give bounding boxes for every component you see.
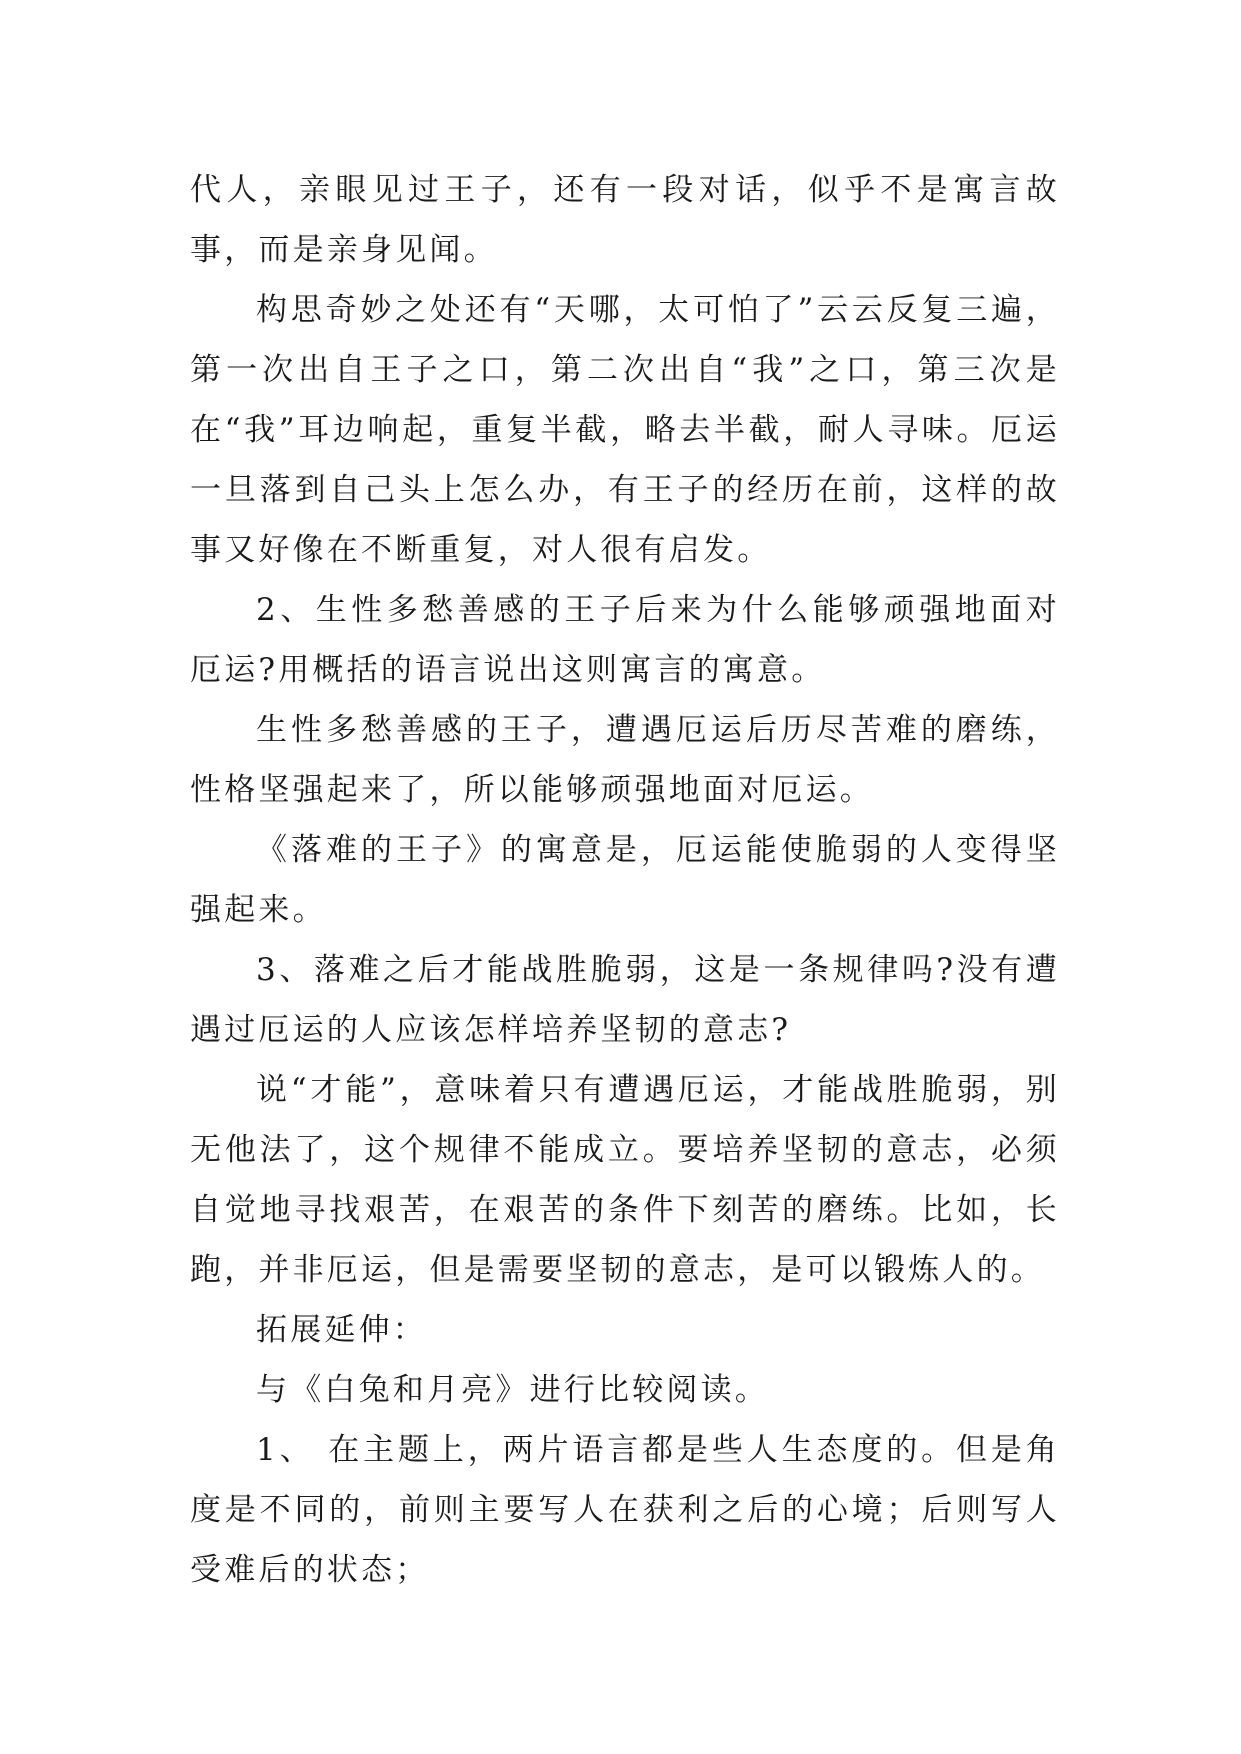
answer-2-part-2: 《落难的王子》的寓意是，厄运能使脆弱的人变得坚强起来。 [190,832,1060,928]
comparison-intro: 与《白兔和月亮》进行比较阅读。 [256,1372,769,1408]
paragraph-continuation: 代人，亲眼见过王子，还有一段对话，似乎不是寓言故事，而是亲身见闻。 [190,172,1060,268]
answer-3: 说“才能”，意味着只有遭遇厄运，才能战胜脆弱，别无他法了，这个规律不能成立。要培养坚韧的意志，必须自觉地寻找艰苦，在艰苦的条件下刻苦的磨练。比如，长跑，并非厄运，但是需要坚韧的意志，是可以锻炼人的。 [190,1072,1060,1288]
question-2: 2、生性多愁善感的王子后来为什么能够顽强地面对厄运?用概括的语言说出这则寓言的寓意。 [190,592,1060,688]
section-heading-extension: 拓展延伸： [256,1312,427,1348]
paragraph-structure-analysis: 构思奇妙之处还有“天哪，太可怕了”云云反复三遍，第一次出自王子之口，第二次出自“我”之口，第三次是在“我”耳边响起，重复半截，略去半截，耐人寻味。厄运一旦落到自己头上怎么办，有王子的经历在前，这样的故事又好像在不断重复，对人很有启发。 [190,292,1060,568]
answer-2-part-1: 生性多愁善感的王子，遭遇厄运后历尽苦难的磨练，性格坚强起来了，所以能够顽强地面对厄运。 [190,712,1060,808]
comparison-point-1: 1、 在主题上，两片语言都是些人生态度的。但是角度是不同的，前则主要写人在获利之后的心境；后则写人受难后的状态； [190,1432,1060,1588]
question-3: 3、落难之后才能战胜脆弱，这是一条规律吗?没有遭遇过厄运的人应该怎样培养坚韧的意志? [190,952,1060,1048]
document-body [190,160,1060,1600]
